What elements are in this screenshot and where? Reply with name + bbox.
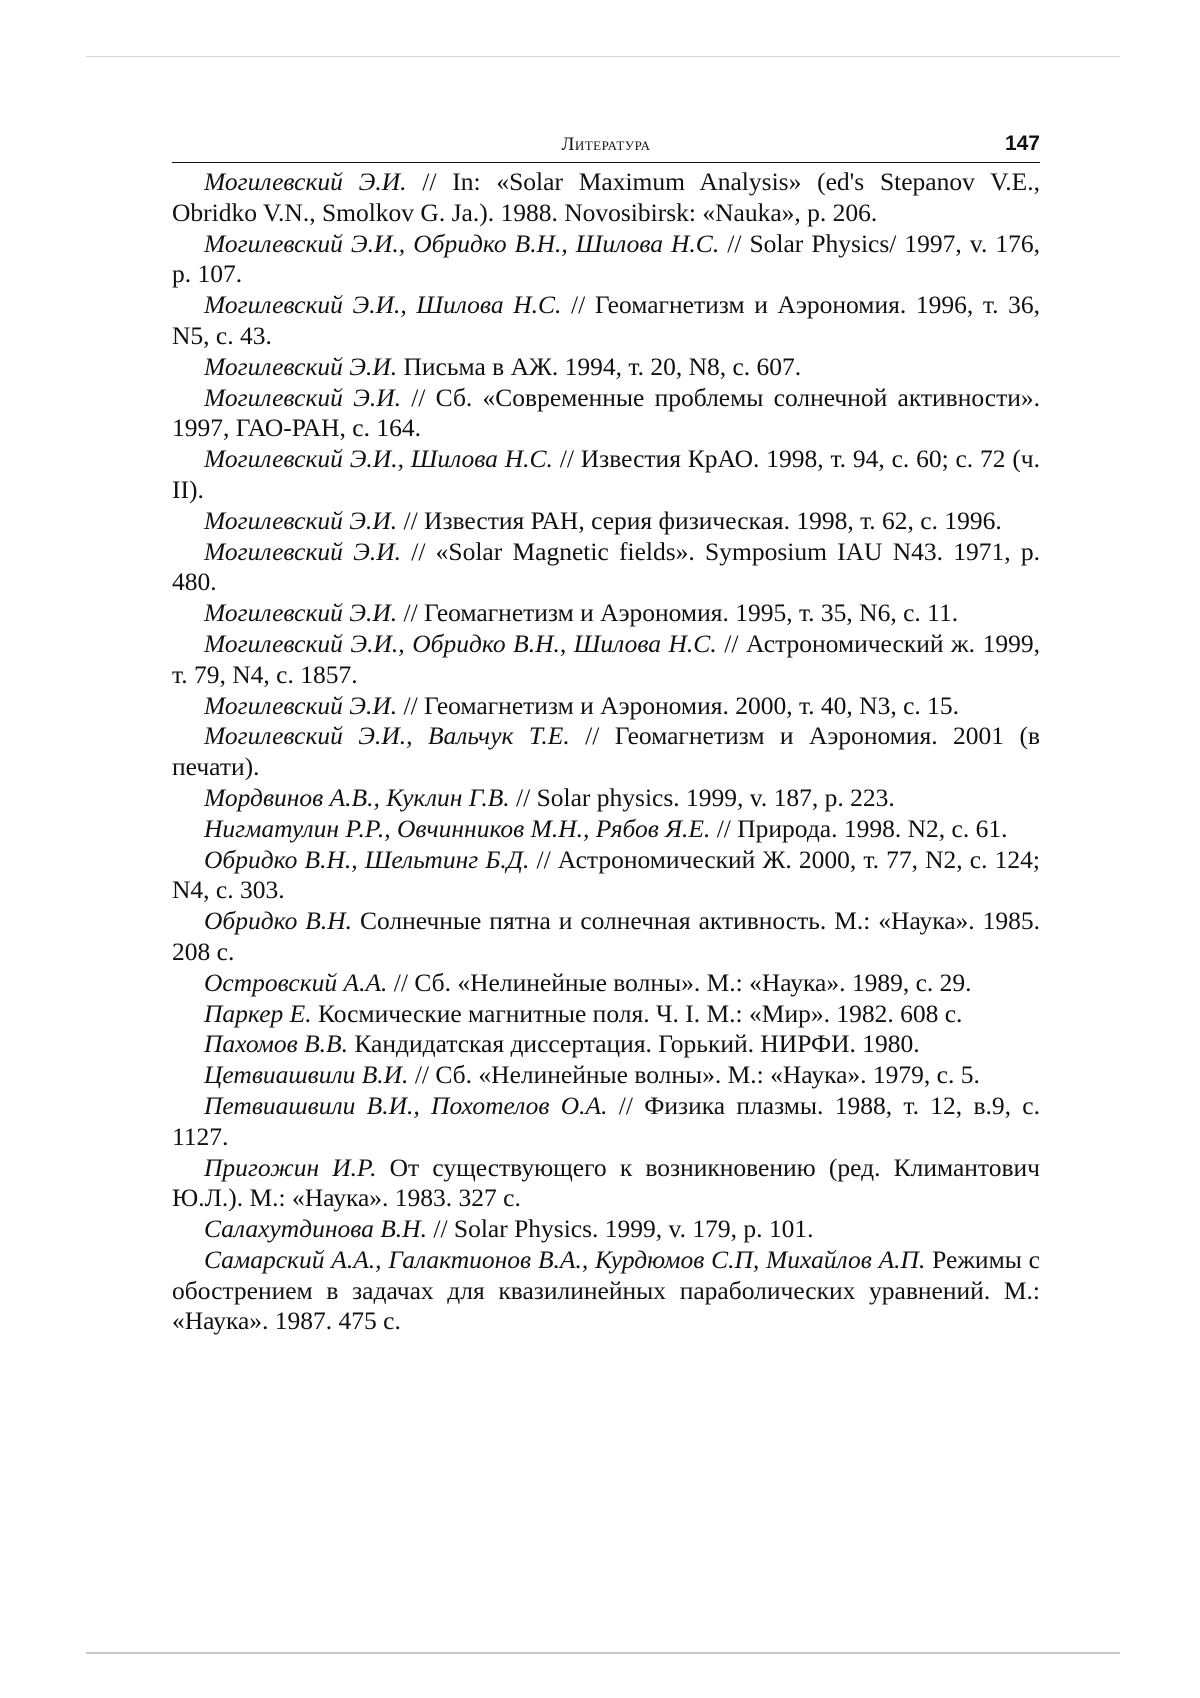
reference-authors: Паркер Е.: [204, 998, 312, 1028]
reference-details: // Solar Physics. 1999, v. 179, p. 101.: [426, 1214, 814, 1244]
reference-details: // «Solar Magnetic fields». Symposium IAU N43. 1971, p. 480.: [172, 536, 1041, 597]
running-header: [172, 128, 1040, 163]
reference-authors: Островский А.А.: [204, 967, 388, 997]
reference-details: // Известия КрАО. 1998, т. 94, с. 60; с. 72 (ч. II).: [172, 444, 1041, 504]
reference-details: // Физика плазмы. 1988, т. 12, в.9, с. 1127.: [172, 1090, 1040, 1151]
top-divider: [86, 56, 1120, 57]
reference-authors: Могилевский Э.И.: [204, 690, 398, 720]
reference-authors: Могилевский Э.И., Шилова Н.С.: [204, 290, 562, 320]
reference-details: // Геомагнетизм и Аэрономия. 2001 (в печати).: [172, 721, 1040, 782]
reference-entry: [172, 1214, 1040, 1245]
reference-details: // Астрономический Ж. 2000, т. 77, N2, с. 124; N4, с. 303.: [172, 844, 1040, 905]
reference-entry: [172, 691, 1040, 722]
page-number: 147: [1004, 132, 1040, 155]
reference-entry: [172, 999, 1040, 1030]
reference-entry: [172, 537, 1040, 599]
reference-entry: [172, 506, 1040, 537]
reference-details: Режимы с обострением в задачах для квазилинейных параболических уравнений. М.: «Наука». 1987. 475 с.: [172, 1244, 1040, 1336]
reference-authors: Обридко В.Н., Шельтинг Б.Д.: [204, 844, 530, 874]
reference-details: Письма в АЖ. 1994, т. 20, N8, с. 607.: [397, 351, 802, 381]
reference-entry: [172, 845, 1040, 907]
reference-authors: Могилевский Э.И.: [204, 598, 398, 628]
reference-details: // Известия РАН, серия физическая. 1998, т. 62, с. 1996.: [397, 505, 1002, 535]
reference-entry: [172, 1245, 1040, 1337]
reference-details: // In: «Solar Maximum Analysis» (ed's Stepanov V.E., Obridko V.N., Smolkov G. Ja.). 1988. Novosibirsk: «Nauka», p. 206.: [172, 167, 1041, 227]
reference-authors: Могилевский Э.И., Обридко В.Н., Шилова Н.С.: [204, 628, 717, 658]
reference-entry: [172, 783, 1040, 814]
reference-authors: Могилевский Э.И.: [204, 505, 398, 535]
reference-entry: [172, 167, 1040, 229]
bottom-divider: [86, 1652, 1120, 1654]
reference-details: // Solar Physics/ 1997, v. 176, p. 107.: [172, 228, 1040, 289]
reference-authors: Пригожин И.Р.: [204, 1152, 377, 1182]
reference-authors: Салахутдинова В.Н.: [204, 1214, 427, 1244]
reference-entry: [172, 290, 1040, 352]
reference-details: // Геомагнетизм и Аэрономия. 1996, т. 36, N5, с. 43.: [172, 290, 1040, 350]
reference-details: От существующего к возникновению (ред. Климантович Ю.Л.). М.: «Наука». 1983. 327 с.: [172, 1152, 1040, 1213]
reference-details: Кандидатская диссертация. Горький. НИРФИ. 1980.: [348, 1029, 920, 1059]
reference-details: // Solar physics. 1999, v. 187, p. 223.: [509, 782, 895, 812]
reference-details: Солнечные пятна и солнечная активность. М.: «Наука». 1985. 208 с.: [172, 906, 1040, 966]
reference-authors: Могилевский Э.И., Вальчук Т.Е.: [204, 721, 570, 751]
reference-entry: [172, 383, 1040, 445]
reference-authors: Могилевский Э.И.: [204, 167, 407, 196]
reference-authors: Пахомов В.В.: [204, 1029, 348, 1059]
reference-entry: [172, 229, 1040, 291]
reference-authors: Могилевский Э.И.: [204, 382, 401, 412]
reference-details: // Геомагнетизм и Аэрономия. 2000, т. 40, N3, с. 15.: [397, 690, 960, 720]
reference-entry: [172, 629, 1040, 691]
reference-entry: [172, 352, 1040, 383]
reference-entry: [172, 968, 1040, 999]
reference-entry: [172, 814, 1040, 845]
reference-entry: [172, 906, 1040, 968]
running-title: Литература: [561, 134, 651, 155]
reference-authors: Могилевский Э.И.: [204, 351, 398, 381]
reference-entry: [172, 1029, 1040, 1060]
reference-authors: Самарский А.А., Галактионов В.А., Курдюмов С.П, Михайлов А.П.: [204, 1244, 926, 1274]
reference-details: // Природа. 1998. N2, с. 61.: [710, 813, 1008, 843]
reference-details: // Геомагнетизм и Аэрономия. 1995, т. 35, N6, с. 11.: [397, 598, 959, 628]
reference-details: // Сб. «Современные проблемы солнечной активности». 1997, ГАО-РАН, с. 164.: [172, 382, 1040, 443]
reference-authors: Цетвиашвили В.И.: [204, 1060, 409, 1090]
reference-authors: Могилевский Э.И., Обридко В.Н., Шилова Н.С.: [204, 228, 720, 258]
reference-entry: [172, 721, 1040, 783]
reference-entry: [172, 598, 1040, 629]
reference-details: // Астрономический ж. 1999, т. 79, N4, с. 1857.: [172, 628, 1040, 689]
reference-list: [172, 167, 1040, 1337]
page-content: [172, 128, 1040, 1337]
reference-entry: [172, 1153, 1040, 1215]
reference-authors: Могилевский Э.И., Шилова Н.С.: [204, 444, 553, 474]
reference-authors: Мордвинов А.В., Куклин Г.В.: [204, 782, 510, 812]
reference-entry: [172, 1060, 1040, 1091]
reference-details: Космические магнитные поля. Ч. I. М.: «Мир». 1982. 608 с.: [311, 998, 963, 1028]
reference-entry: [172, 1091, 1040, 1153]
reference-authors: Петвиашвили В.И., Похотелов О.А.: [204, 1090, 608, 1120]
reference-details: // Сб. «Нелинейные волны». М.: «Наука». 1979, с. 5.: [408, 1060, 980, 1090]
reference-authors: Обридко В.Н.: [204, 906, 353, 936]
reference-authors: Могилевский Э.И.: [204, 536, 401, 566]
reference-authors: Нигматулин Р.Р., Овчинников М.Н., Рябов Я.Е.: [204, 813, 711, 843]
reference-details: // Сб. «Нелинейные волны». М.: «Наука». 1989, с. 29.: [387, 967, 972, 997]
reference-entry: [172, 444, 1040, 506]
